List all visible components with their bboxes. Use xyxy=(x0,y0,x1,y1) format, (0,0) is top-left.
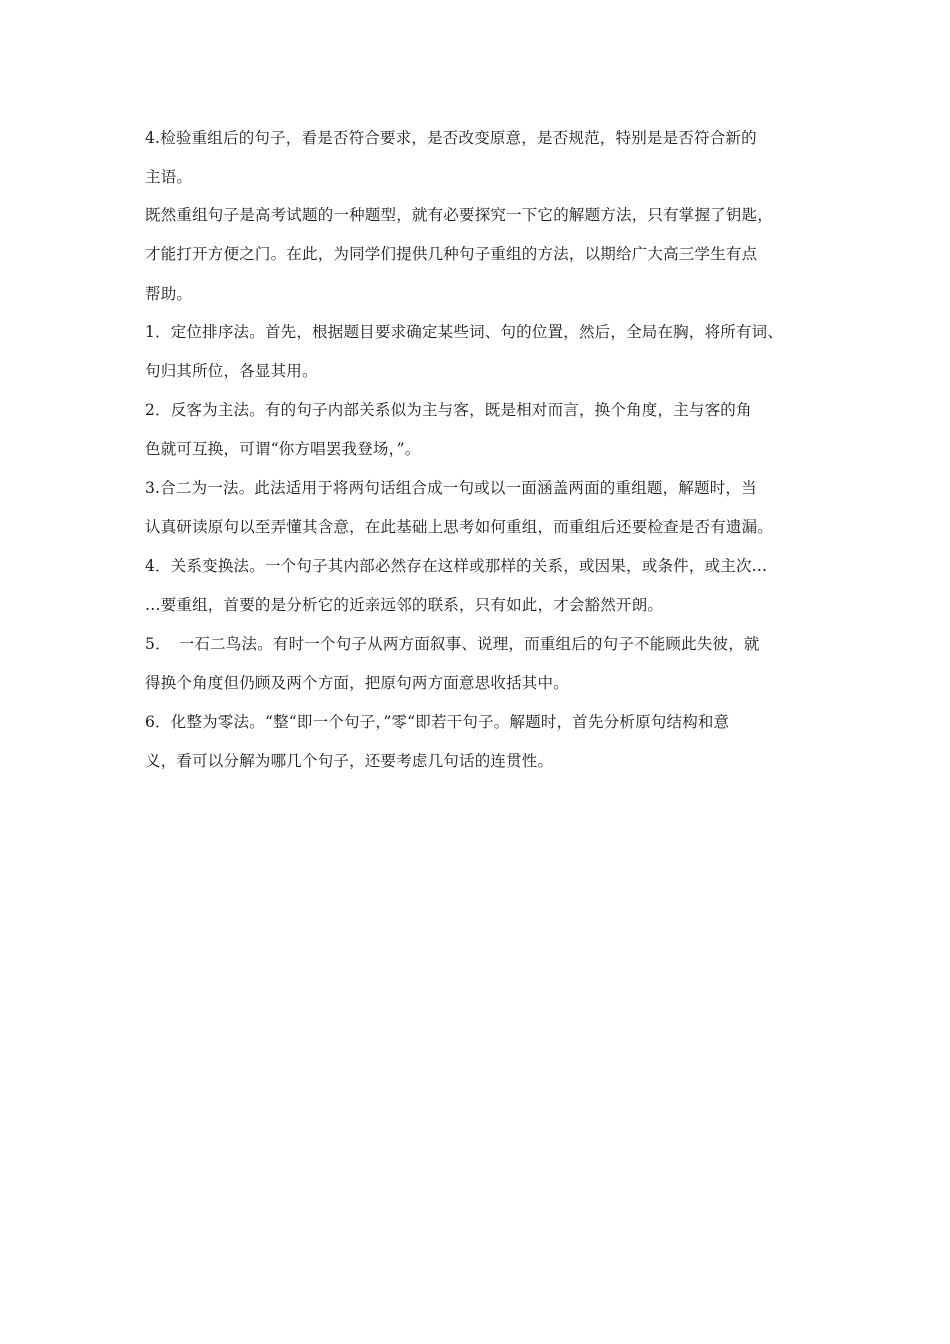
text-line-7: 句归其所位，各显其用。 xyxy=(145,362,318,380)
text-line-15: 得换个角度但仍顾及两个方面，把原句两方面意思收括其中。 xyxy=(145,674,569,692)
text-line-12: 4．关系变换法。一个句子其内部必然存在这样或那样的关系，或因果，或条件，或主次… xyxy=(145,557,768,575)
text-line-17: 义，看可以分解为哪几个句子，还要考虑几句话的连贯性。 xyxy=(145,752,554,770)
text-line-9: 色就可互换，可谓“你方唱罢我登场，”。 xyxy=(145,440,421,458)
text-line-3: 既然重组句子是高考试题的一种题型，就有必要探究一下它的解题方法，只有掌握了钥匙， xyxy=(145,206,774,224)
text-line-10: 3.合二为一法。此法适用于将两句话组合成一句或以一面涵盖两面的重组题，解题时，当 xyxy=(145,479,757,497)
text-line-5: 帮助。 xyxy=(145,285,193,303)
text-line-2: 主语。 xyxy=(145,168,193,186)
text-line-4: 才能打开方便之门。在此，为同学们提供几种句子重组的方法，以期给广大高三学生有点 xyxy=(145,245,758,263)
text-line-8: 2．反客为主法。有的句子内部关系似为主与客，既是相对而言，换个角度，主与客的角 xyxy=(145,401,752,419)
text-line-6: 1．定位排序法。首先，根据题目要求确定某些词、句的位置，然后，全局在胸，将所有词、 xyxy=(145,323,784,341)
text-line-1: 4.检验重组后的句子，看是否符合要求，是否改变原意，是否规范，特别是是否符合新的 xyxy=(145,129,757,147)
text-line-16: 6．化整为零法。“整“即一个句子，”零“即若干句子。解题时，首先分析原句结构和意 xyxy=(145,713,730,731)
text-line-14: 5． 一石二鸟法。有时一个句子从两方面叙事、说理，而重组后的句子不能顾此失彼，就 xyxy=(145,635,760,653)
text-line-11: 认真研读原句以至弄懂其含意，在此基础上思考如何重组，而重组后还要检查是否有遗漏。 xyxy=(145,518,774,536)
text-line-13: …要重组，首要的是分析它的近亲远邻的联系，只有如此，才会豁然开朗。 xyxy=(145,596,664,614)
